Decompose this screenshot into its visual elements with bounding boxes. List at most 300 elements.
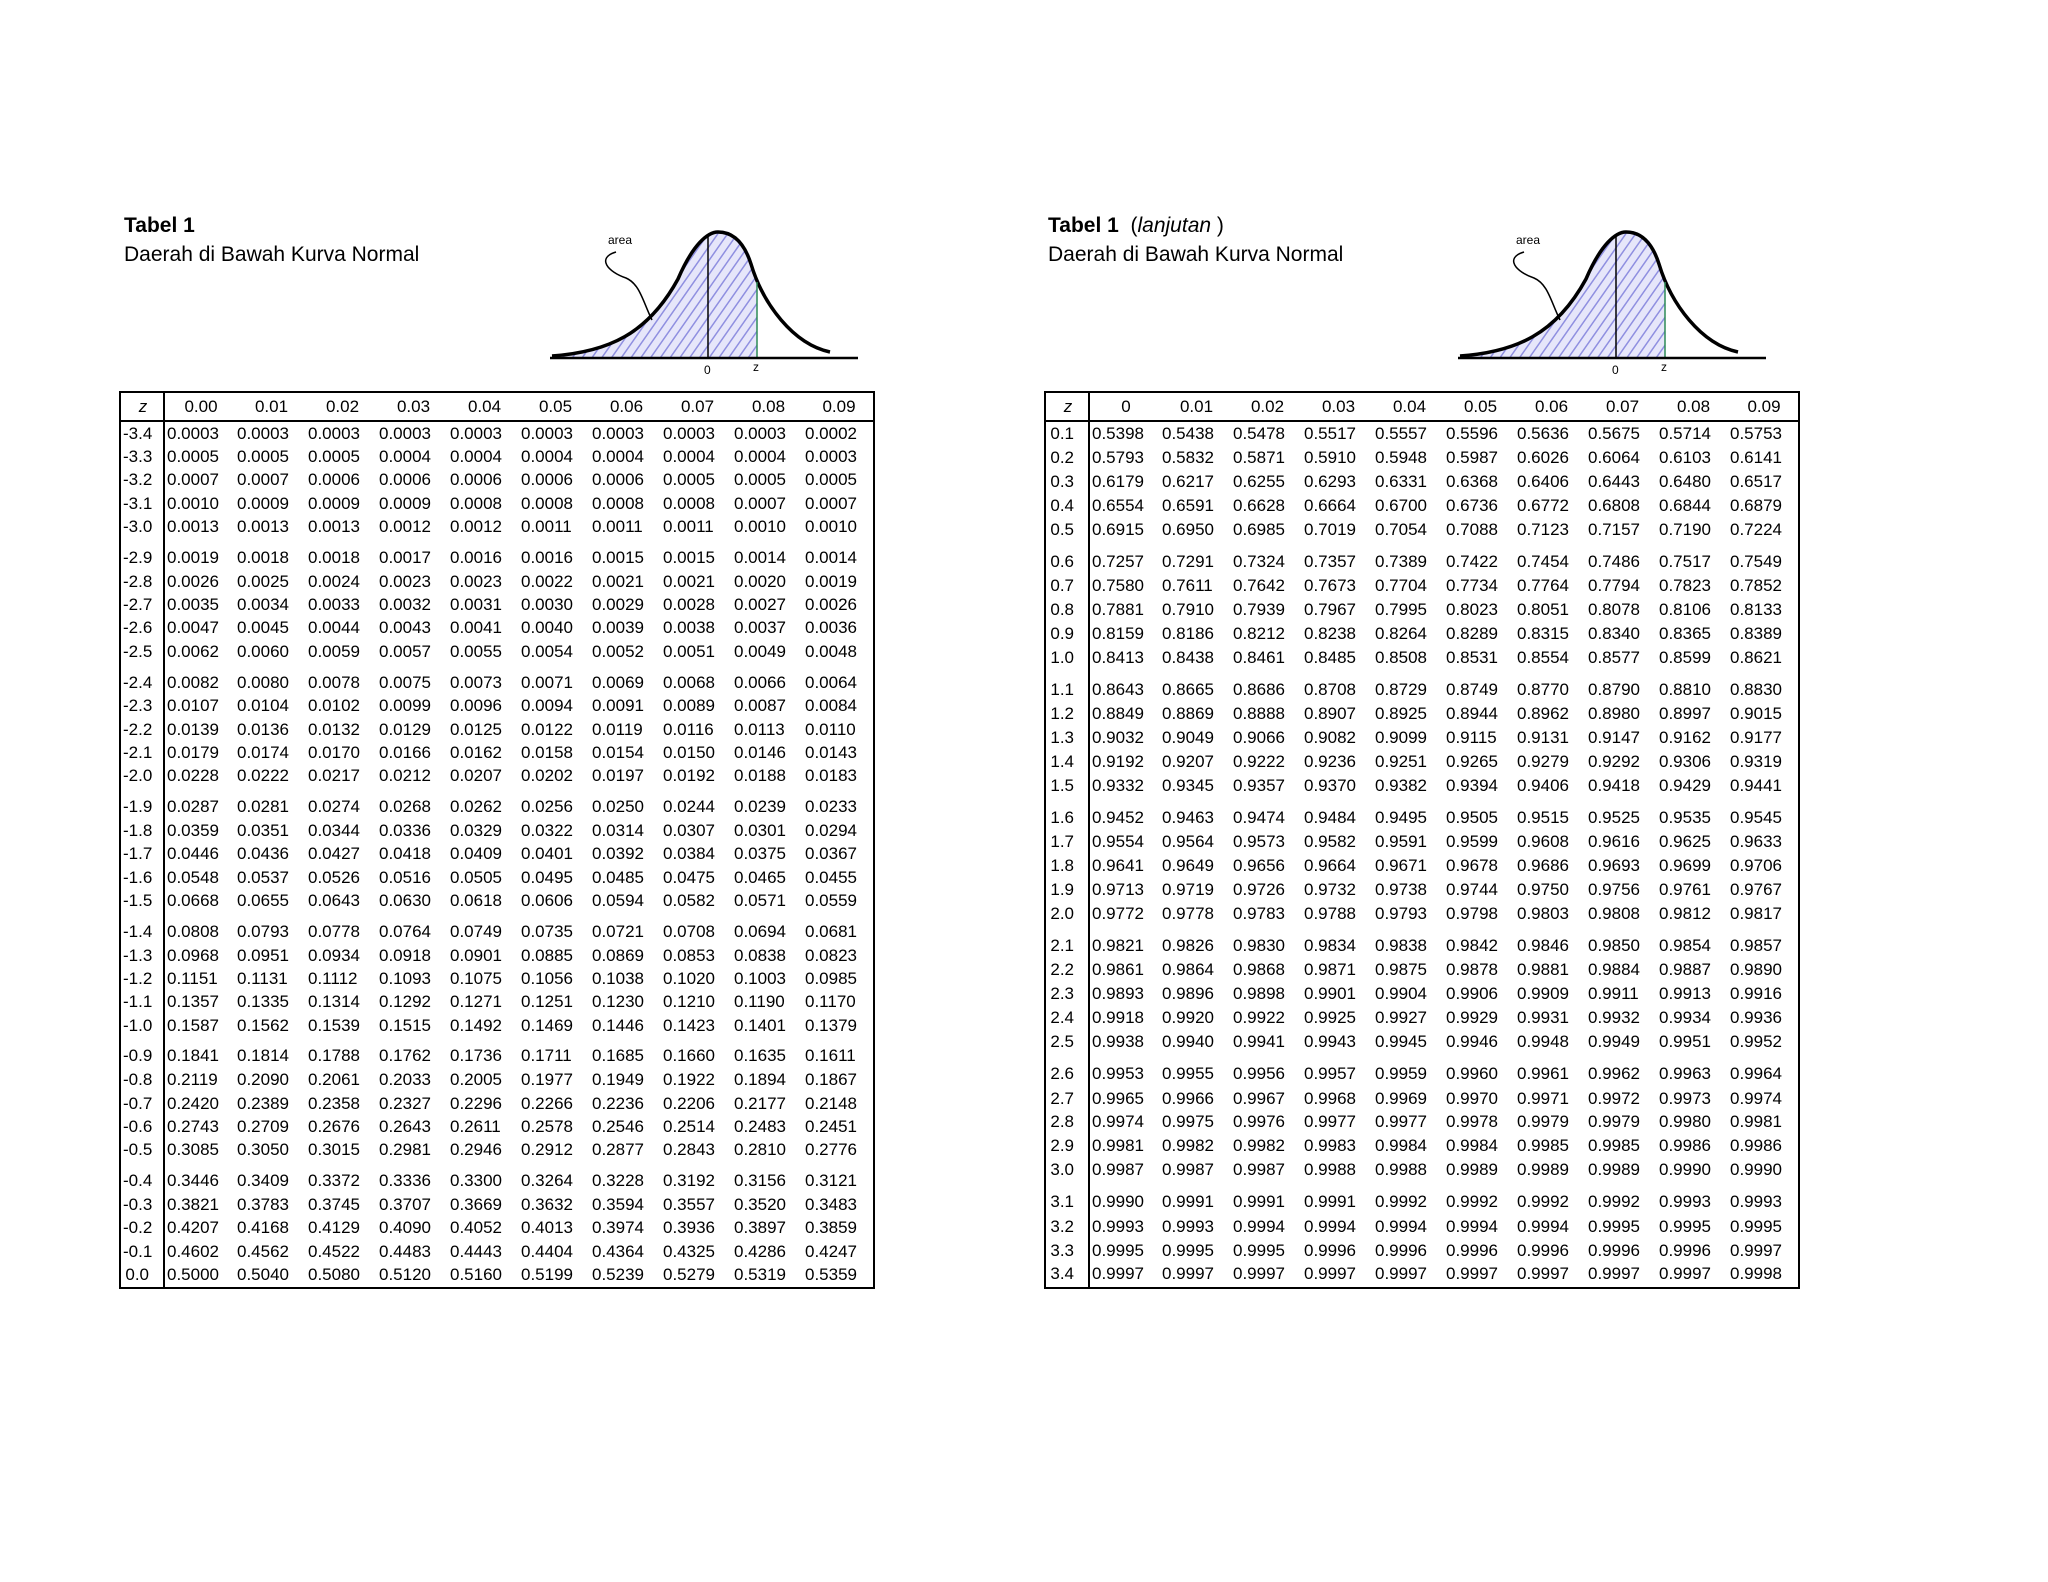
probability-cell: 0.2676 — [308, 1116, 360, 1136]
probability-cell: 0.9744 — [1446, 880, 1498, 900]
z-value-cell: -1.9 — [120, 788, 164, 819]
probability-cell: 0.0003 — [734, 423, 786, 443]
probability-cell: 0.0005 — [734, 470, 786, 490]
probability-cell: 0.9279 — [1517, 752, 1569, 772]
probability-cell: 0.0008 — [450, 493, 502, 513]
z-value-cell: 2.2 — [1045, 958, 1089, 982]
probability-cell: 0.9963 — [1659, 1063, 1711, 1083]
probability-cell: 0.0062 — [167, 641, 219, 661]
probability-cell: 0.9693 — [1588, 856, 1640, 876]
probability-cell: 0.0287 — [167, 797, 219, 817]
probability-cell: 0.9554 — [1092, 832, 1144, 852]
table-row — [1045, 1158, 1799, 1182]
probability-cell: 0.6480 — [1659, 472, 1711, 492]
probability-cell: 0.9838 — [1375, 935, 1427, 955]
probability-cell: 0.9904 — [1375, 984, 1427, 1004]
probability-cell: 0.8686 — [1233, 679, 1285, 699]
column-header: 0.01 — [235, 392, 306, 421]
probability-cell: 0.0359 — [167, 821, 219, 841]
probability-cell: 0.0162 — [450, 742, 502, 762]
probability-cell: 0.1736 — [450, 1046, 502, 1066]
probability-cell: 0.0010 — [734, 517, 786, 536]
probability-cell: 0.4168 — [237, 1218, 289, 1238]
z-value-cell: -2.5 — [120, 640, 164, 663]
probability-cell: 0.0113 — [734, 719, 785, 739]
probability-cell: 0.6517 — [1730, 472, 1782, 492]
probability-cell: 0.8577 — [1588, 648, 1640, 667]
probability-cell: 0.9884 — [1588, 960, 1640, 980]
probability-cell: 0.0559 — [805, 890, 857, 910]
table-row — [1045, 958, 1799, 982]
table-row — [120, 913, 874, 944]
probability-cell: 0.8365 — [1659, 624, 1711, 644]
probability-cell: 0.9965 — [1092, 1088, 1144, 1108]
probability-cell: 0.0212 — [379, 766, 431, 786]
probability-cell: 0.0005 — [308, 447, 360, 467]
probability-cell: 0.0023 — [379, 571, 431, 591]
probability-cell: 0.9989 — [1517, 1160, 1569, 1180]
probability-cell: 0.9997 — [1375, 1264, 1427, 1284]
probability-cell: 0.0256 — [521, 797, 573, 817]
probability-cell: 0.2743 — [167, 1116, 219, 1136]
probability-cell: 0.9525 — [1588, 807, 1640, 827]
probability-cell: 0.1788 — [308, 1046, 360, 1066]
table-row — [120, 843, 874, 866]
z-column-header: z — [120, 392, 164, 421]
probability-cell: 0.6915 — [1092, 519, 1144, 539]
probability-cell: 0.6736 — [1446, 495, 1498, 515]
probability-cell: 0.1660 — [663, 1046, 715, 1066]
probability-cell: 0.7257 — [1092, 551, 1144, 571]
probability-cell: 0.5478 — [1233, 424, 1285, 444]
probability-cell: 0.0197 — [592, 766, 644, 786]
probability-cell: 0.1423 — [663, 1015, 715, 1035]
column-header: 0.07 — [661, 392, 732, 421]
probability-cell: 0.9991 — [1233, 1191, 1285, 1211]
probability-cell: 0.0036 — [805, 618, 857, 638]
probability-cell: 0.0764 — [379, 921, 431, 941]
probability-cell: 0.0606 — [521, 890, 573, 910]
probability-cell: 0.9981 — [1092, 1136, 1144, 1156]
probability-cell: 0.7852 — [1730, 576, 1782, 596]
probability-cell: 0.9946 — [1446, 1032, 1498, 1052]
table-row — [120, 570, 874, 593]
probability-cell: 0.0344 — [308, 821, 360, 841]
table-row — [120, 593, 874, 616]
probability-cell: 0.4602 — [167, 1241, 219, 1261]
probability-cell: 0.5359 — [805, 1264, 857, 1284]
probability-cell: 0.3557 — [663, 1194, 715, 1214]
probability-cell: 0.0012 — [450, 517, 502, 536]
probability-cell: 0.3859 — [805, 1218, 857, 1238]
z-value-cell: -2.2 — [120, 718, 164, 741]
z-value-cell: -0.5 — [120, 1139, 164, 1162]
probability-cell: 0.9938 — [1092, 1032, 1144, 1052]
table-row — [1045, 574, 1799, 598]
probability-cell: 0.1230 — [592, 992, 644, 1012]
table-row — [120, 741, 874, 764]
probability-cell: 0.9993 — [1162, 1216, 1214, 1236]
probability-cell: 0.9932 — [1588, 1008, 1640, 1028]
probability-cell: 0.0037 — [734, 618, 786, 638]
probability-cell: 0.8023 — [1446, 600, 1498, 620]
probability-cell: 0.6141 — [1730, 448, 1782, 468]
probability-cell: 0.3897 — [734, 1218, 786, 1238]
probability-cell: 0.0089 — [663, 696, 715, 716]
probability-cell: 0.5160 — [450, 1264, 502, 1284]
probability-cell: 0.2148 — [805, 1093, 857, 1113]
probability-cell: 0.0294 — [805, 821, 857, 841]
empty-cell — [519, 1287, 590, 1289]
probability-cell: 0.9893 — [1092, 984, 1144, 1004]
z-value-cell: 0.4 — [1045, 494, 1089, 518]
probability-cell: 0.0446 — [167, 844, 219, 864]
probability-cell: 0.9994 — [1304, 1216, 1356, 1236]
table-row — [1045, 1054, 1799, 1086]
probability-cell: 0.9357 — [1233, 776, 1285, 796]
probability-cell: 0.0516 — [379, 867, 431, 887]
probability-cell: 0.0043 — [379, 618, 431, 638]
empty-cell — [732, 1287, 803, 1289]
table-row — [1045, 774, 1799, 798]
probability-cell: 0.5714 — [1659, 424, 1711, 444]
probability-cell: 0.0475 — [663, 867, 715, 887]
probability-cell: 0.9994 — [1517, 1216, 1569, 1236]
probability-cell: 0.2776 — [805, 1140, 857, 1160]
table-row — [1045, 798, 1799, 830]
probability-cell: 0.0032 — [379, 595, 431, 615]
table-row — [120, 663, 874, 694]
probability-cell: 0.2236 — [592, 1093, 644, 1113]
probability-cell: 0.1038 — [592, 968, 644, 988]
probability-cell: 0.0004 — [734, 447, 786, 467]
empty-cell — [235, 1287, 306, 1289]
probability-cell: 0.9192 — [1092, 752, 1144, 772]
z-value-cell: -2.0 — [120, 765, 164, 788]
right-z-label: z — [1661, 360, 1667, 374]
probability-cell: 0.0020 — [734, 571, 786, 591]
probability-cell: 0.9484 — [1304, 807, 1356, 827]
probability-cell: 0.9738 — [1375, 880, 1427, 900]
probability-cell: 0.0082 — [167, 672, 219, 692]
probability-cell: 0.9812 — [1659, 904, 1711, 924]
right-subtitle: Daerah di Bawah Kurva Normal — [1048, 243, 1344, 266]
probability-cell: 0.2090 — [237, 1070, 289, 1090]
probability-cell: 0.9890 — [1730, 960, 1782, 980]
probability-cell: 0.0066 — [734, 672, 786, 692]
z-value-cell: 3.0 — [1045, 1158, 1089, 1182]
probability-cell: 0.0158 — [521, 742, 573, 762]
probability-cell: 0.9641 — [1092, 856, 1144, 876]
probability-cell: 0.8621 — [1730, 648, 1782, 667]
probability-cell: 0.0823 — [805, 945, 857, 965]
probability-cell: 0.9808 — [1588, 904, 1640, 924]
probability-cell: 0.9978 — [1446, 1112, 1498, 1132]
probability-cell: 0.0094 — [521, 696, 573, 716]
probability-cell: 0.8289 — [1446, 624, 1498, 644]
probability-cell: 0.9887 — [1659, 960, 1711, 980]
probability-cell: 0.8315 — [1517, 624, 1569, 644]
probability-cell: 0.9995 — [1162, 1240, 1214, 1260]
probability-cell: 0.7157 — [1588, 519, 1640, 539]
probability-cell: 0.0008 — [521, 493, 573, 513]
z-value-cell: -0.1 — [120, 1240, 164, 1263]
probability-cell: 0.3669 — [450, 1194, 502, 1214]
probability-cell: 0.0003 — [308, 423, 360, 443]
probability-cell: 0.6844 — [1659, 495, 1711, 515]
probability-cell: 0.9996 — [1659, 1240, 1711, 1260]
z-value-cell: -3.3 — [120, 445, 164, 468]
z-value-cell: 2.5 — [1045, 1030, 1089, 1054]
probability-cell: 0.1151 — [167, 968, 218, 988]
table-row — [120, 1162, 874, 1193]
probability-cell: 0.0003 — [379, 423, 431, 443]
probability-cell: 0.9898 — [1233, 984, 1285, 1004]
table-row — [120, 1037, 874, 1068]
probability-cell: 0.1401 — [734, 1015, 786, 1035]
probability-cell: 0.9997 — [1162, 1264, 1214, 1284]
probability-cell: 0.9793 — [1375, 904, 1427, 924]
probability-cell: 0.9901 — [1304, 984, 1356, 1004]
left-area-pointer — [606, 252, 652, 320]
table-row — [1045, 1110, 1799, 1134]
probability-cell: 0.0427 — [308, 844, 360, 864]
table-row — [1045, 622, 1799, 646]
probability-cell: 0.9761 — [1659, 880, 1711, 900]
probability-cell: 0.2005 — [450, 1070, 502, 1090]
z-value-cell: -0.8 — [120, 1069, 164, 1092]
probability-cell: 0.6985 — [1233, 519, 1285, 539]
probability-cell: 0.6026 — [1517, 448, 1569, 468]
z-value-cell: 2.8 — [1045, 1110, 1089, 1134]
probability-cell: 0.3156 — [734, 1171, 786, 1191]
probability-cell: 0.0262 — [450, 797, 502, 817]
probability-cell: 0.0051 — [663, 641, 715, 661]
probability-cell: 0.5199 — [521, 1264, 573, 1284]
probability-cell: 0.0110 — [805, 719, 856, 739]
probability-cell: 0.9906 — [1446, 984, 1498, 1004]
probability-cell: 0.0192 — [663, 766, 715, 786]
probability-cell: 0.9778 — [1162, 904, 1214, 924]
probability-cell: 0.9573 — [1233, 832, 1285, 852]
probability-cell: 0.9222 — [1233, 752, 1285, 772]
z-value-cell: -0.4 — [120, 1162, 164, 1193]
probability-cell: 0.9952 — [1730, 1032, 1782, 1052]
probability-cell: 0.0630 — [379, 890, 431, 910]
probability-cell: 0.9973 — [1659, 1088, 1711, 1108]
probability-cell: 0.0041 — [450, 618, 502, 638]
table-row — [120, 695, 874, 718]
probability-cell: 0.8051 — [1517, 600, 1569, 620]
probability-cell: 0.9984 — [1446, 1136, 1498, 1156]
z-value-cell: -2.7 — [120, 593, 164, 616]
probability-cell: 0.9834 — [1304, 935, 1356, 955]
probability-cell: 0.0136 — [237, 719, 289, 739]
empty-cell — [1302, 1286, 1373, 1288]
probability-cell: 0.0207 — [450, 766, 502, 786]
probability-cell: 0.9788 — [1304, 904, 1356, 924]
probability-cell: 0.9162 — [1659, 728, 1711, 748]
z-value-cell: -2.9 — [120, 539, 164, 570]
probability-cell: 0.0146 — [734, 742, 786, 762]
probability-cell: 0.9633 — [1730, 832, 1782, 852]
probability-cell: 0.0030 — [521, 595, 573, 615]
table-row — [120, 866, 874, 889]
empty-cell — [1586, 1286, 1657, 1288]
probability-cell: 0.9997 — [1304, 1264, 1356, 1284]
probability-cell: 0.9857 — [1730, 935, 1782, 955]
probability-cell: 0.9989 — [1446, 1160, 1498, 1180]
probability-cell: 0.9649 — [1162, 856, 1214, 876]
probability-cell: 0.0274 — [308, 797, 360, 817]
probability-cell: 0.0006 — [308, 470, 360, 490]
probability-cell: 0.0027 — [734, 595, 786, 615]
left-zero-label: 0 — [704, 363, 711, 374]
z-value-cell: -1.2 — [120, 967, 164, 990]
probability-cell: 0.9956 — [1233, 1063, 1285, 1083]
probability-cell: 0.0011 — [521, 517, 572, 536]
probability-cell: 0.2946 — [450, 1140, 502, 1160]
probability-cell: 0.9406 — [1517, 776, 1569, 796]
probability-cell: 0.9994 — [1375, 1216, 1427, 1236]
probability-cell: 0.9625 — [1659, 832, 1711, 852]
probability-cell: 0.5675 — [1588, 424, 1640, 444]
probability-cell: 0.9066 — [1233, 728, 1285, 748]
probability-cell: 0.9881 — [1517, 960, 1569, 980]
probability-cell: 0.0985 — [805, 968, 857, 988]
probability-cell: 0.0091 — [592, 696, 644, 716]
table-row — [1045, 830, 1799, 854]
probability-cell: 0.9996 — [1517, 1240, 1569, 1260]
probability-cell: 0.3745 — [308, 1194, 360, 1214]
probability-cell: 0.3050 — [237, 1140, 289, 1160]
probability-cell: 0.9861 — [1092, 960, 1144, 980]
probability-cell: 0.0054 — [521, 641, 573, 661]
right-area-label: area — [1516, 233, 1541, 247]
probability-cell: 0.9706 — [1730, 856, 1782, 876]
probability-cell: 0.7549 — [1730, 551, 1782, 571]
probability-cell: 0.0022 — [521, 571, 573, 591]
probability-cell: 0.0003 — [237, 423, 289, 443]
z-value-cell: 2.1 — [1045, 926, 1089, 958]
probability-cell: 0.6808 — [1588, 495, 1640, 515]
probability-cell: 0.9959 — [1375, 1063, 1427, 1083]
probability-cell: 0.8599 — [1659, 648, 1711, 667]
z-value-cell: -1.8 — [120, 819, 164, 842]
probability-cell: 0.8708 — [1304, 679, 1356, 699]
column-header: 0.06 — [1515, 392, 1586, 421]
z-value-cell: 1.4 — [1045, 750, 1089, 774]
probability-cell: 0.0418 — [379, 844, 431, 864]
column-header: 0.05 — [519, 392, 590, 421]
probability-cell: 0.6700 — [1375, 495, 1427, 515]
probability-cell: 0.3520 — [734, 1194, 786, 1214]
probability-cell: 0.3632 — [521, 1194, 573, 1214]
probability-cell: 0.9505 — [1446, 807, 1498, 827]
probability-cell: 0.9995 — [1659, 1216, 1711, 1236]
probability-cell: 0.2981 — [379, 1140, 431, 1160]
probability-cell: 0.6772 — [1517, 495, 1569, 515]
table-row — [1045, 542, 1799, 574]
z-value-cell: 0.2 — [1045, 446, 1089, 470]
probability-cell: 0.2643 — [379, 1116, 431, 1136]
probability-cell: 0.3264 — [521, 1171, 573, 1191]
z-value-cell: 3.2 — [1045, 1215, 1089, 1239]
probability-cell: 0.6443 — [1588, 472, 1640, 492]
probability-cell: 0.5910 — [1304, 448, 1356, 468]
probability-cell: 0.0007 — [237, 470, 289, 490]
probability-cell: 0.2843 — [663, 1140, 715, 1160]
probability-cell: 0.0052 — [592, 641, 644, 661]
probability-cell: 0.5596 — [1446, 424, 1498, 444]
probability-cell: 0.7704 — [1375, 576, 1427, 596]
table-filler-row — [120, 1287, 874, 1289]
probability-cell: 0.9981 — [1730, 1112, 1782, 1132]
probability-cell: 0.0059 — [308, 641, 360, 661]
column-header: 0 — [1089, 392, 1160, 421]
probability-cell: 0.9911 — [1588, 984, 1639, 1004]
probability-cell: 0.9966 — [1162, 1088, 1214, 1108]
z-value-cell: -1.1 — [120, 991, 164, 1014]
probability-cell: 0.0044 — [308, 618, 360, 638]
z-value-cell: -3.0 — [120, 515, 164, 538]
probability-cell: 0.9495 — [1375, 807, 1427, 827]
probability-cell: 0.4052 — [450, 1218, 502, 1238]
probability-cell: 0.0314 — [592, 821, 644, 841]
probability-cell: 0.0013 — [308, 517, 360, 536]
probability-cell: 0.0068 — [663, 672, 715, 692]
empty-cell — [590, 1287, 661, 1289]
probability-cell: 0.0239 — [734, 797, 786, 817]
probability-cell: 0.0073 — [450, 672, 502, 692]
probability-cell: 0.9922 — [1233, 1008, 1285, 1028]
z-value-cell: 0.7 — [1045, 574, 1089, 598]
probability-cell: 0.1112 — [308, 968, 358, 988]
probability-cell: 0.9726 — [1233, 880, 1285, 900]
probability-cell: 0.0047 — [167, 618, 219, 638]
probability-cell: 0.8749 — [1446, 679, 1498, 699]
probability-cell: 0.0018 — [308, 547, 360, 567]
probability-cell: 0.0040 — [521, 618, 573, 638]
probability-cell: 0.7794 — [1588, 576, 1640, 596]
z-value-cell: 0.0 — [120, 1263, 164, 1286]
probability-cell: 0.5040 — [237, 1264, 289, 1284]
probability-cell: 0.7224 — [1730, 519, 1782, 539]
probability-cell: 0.9977 — [1375, 1112, 1427, 1132]
probability-cell: 0.2266 — [521, 1093, 573, 1113]
probability-cell: 0.8554 — [1517, 648, 1569, 667]
probability-cell: 0.0025 — [237, 571, 289, 591]
probability-cell: 0.9996 — [1588, 1240, 1640, 1260]
z-value-cell: 1.8 — [1045, 854, 1089, 878]
z-value-cell: 1.2 — [1045, 702, 1089, 726]
probability-cell: 0.9987 — [1092, 1160, 1144, 1180]
probability-cell: 0.0005 — [663, 470, 715, 490]
probability-cell: 0.5080 — [308, 1264, 360, 1284]
probability-cell: 0.9842 — [1446, 935, 1498, 955]
probability-cell: 0.5871 — [1233, 448, 1285, 468]
table-row — [120, 889, 874, 912]
probability-cell: 0.9099 — [1375, 728, 1427, 748]
probability-cell: 0.1562 — [237, 1015, 289, 1035]
probability-cell: 0.0033 — [308, 595, 360, 615]
probability-cell: 0.7823 — [1659, 576, 1711, 596]
probability-cell: 0.0008 — [592, 493, 644, 513]
z-value-cell: -0.9 — [120, 1037, 164, 1068]
probability-cell: 0.9463 — [1162, 807, 1214, 827]
probability-cell: 0.4325 — [663, 1241, 715, 1261]
table-row — [1045, 446, 1799, 470]
